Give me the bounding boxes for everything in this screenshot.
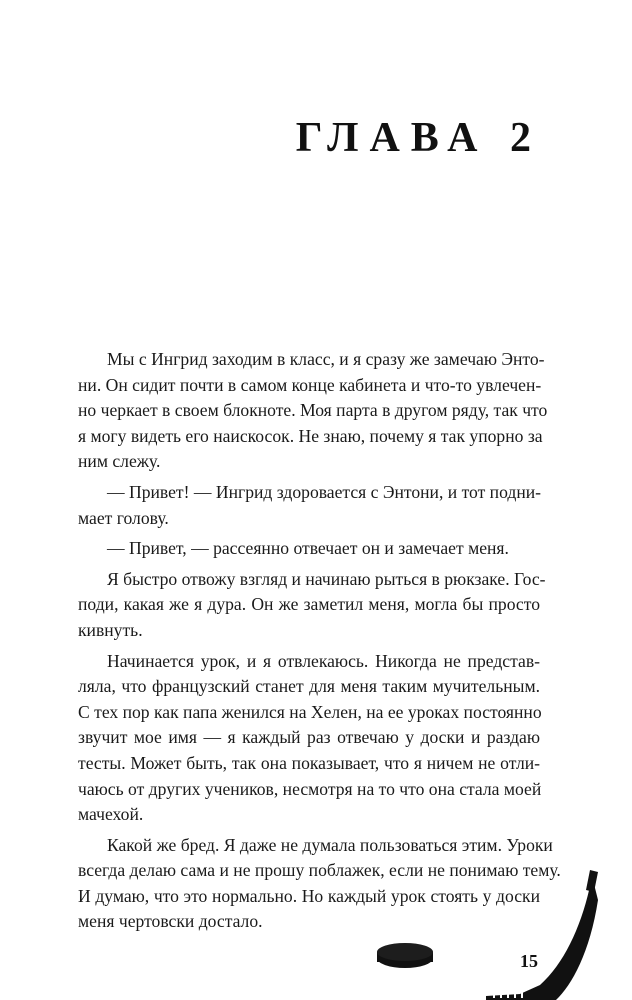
text-line: — Привет! — Ингрид здоровается с Энтони, и тот подни- — [107, 481, 542, 502]
text-line: но черкает в своем блокноте. Моя парта в другом ряду, так что — [78, 400, 548, 421]
text-line: тесты. Может быть, так она показывает, что я ничем не отли- — [78, 752, 540, 773]
text-line: меня чертовски достало. — [78, 911, 263, 932]
text-line: Мы с Ингрид заходим в класс, и я сразу же замечаю Энто- — [107, 349, 545, 369]
text-line: я могу видеть его наискосок. Не знаю, почему я так упорно за — [78, 425, 543, 446]
text-line: — Привет, — рассеянно отвечает он и замечает меня. — [107, 538, 509, 559]
text-line: ляла, что французский станет для меня таким мучительным. — [78, 676, 540, 697]
text-line: кивнуть. — [78, 619, 143, 640]
text-line: Начинается урок, и я отвлекаюсь. Никогда не представ- — [107, 650, 540, 671]
text-line: мачехой. — [78, 804, 144, 825]
text-line: поди, какая же я дура. Он же заметил меня, могла бы просто — [78, 594, 540, 615]
text-line: мает голову. — [78, 507, 169, 528]
text-line: всегда делаю сама и не прошу поблажек, если не понимаю тему. — [78, 860, 561, 881]
text-line: И думаю, что это нормально. Но каждый урок стоять у доски — [78, 885, 540, 906]
page-number: 15 — [520, 951, 538, 971]
text-line: звучит мое имя — я каждый раз отвечаю у доски и раздаю — [78, 727, 540, 748]
text-line: Какой же бред. Я даже не думала пользоваться этим. Уроки — [107, 834, 553, 855]
text-line: ни. Он сидит почти в самом конце кабинета и что-то увлечен- — [78, 374, 542, 395]
text-line: чаюсь от других учеников, несмотря на то что она стала моей — [78, 778, 542, 799]
text-line: Я быстро отвожу взгляд и начинаю рыться в рюкзаке. Гос- — [107, 568, 546, 589]
chapter-title: ГЛАВА 2 — [295, 115, 542, 162]
hockey-stick-icon — [486, 870, 598, 1000]
text-line: С тех пор как папа женился на Хелен, на ее уроках постоянно — [78, 701, 542, 722]
hockey-puck-icon — [377, 943, 433, 968]
text-line: ним слежу. — [78, 451, 161, 472]
